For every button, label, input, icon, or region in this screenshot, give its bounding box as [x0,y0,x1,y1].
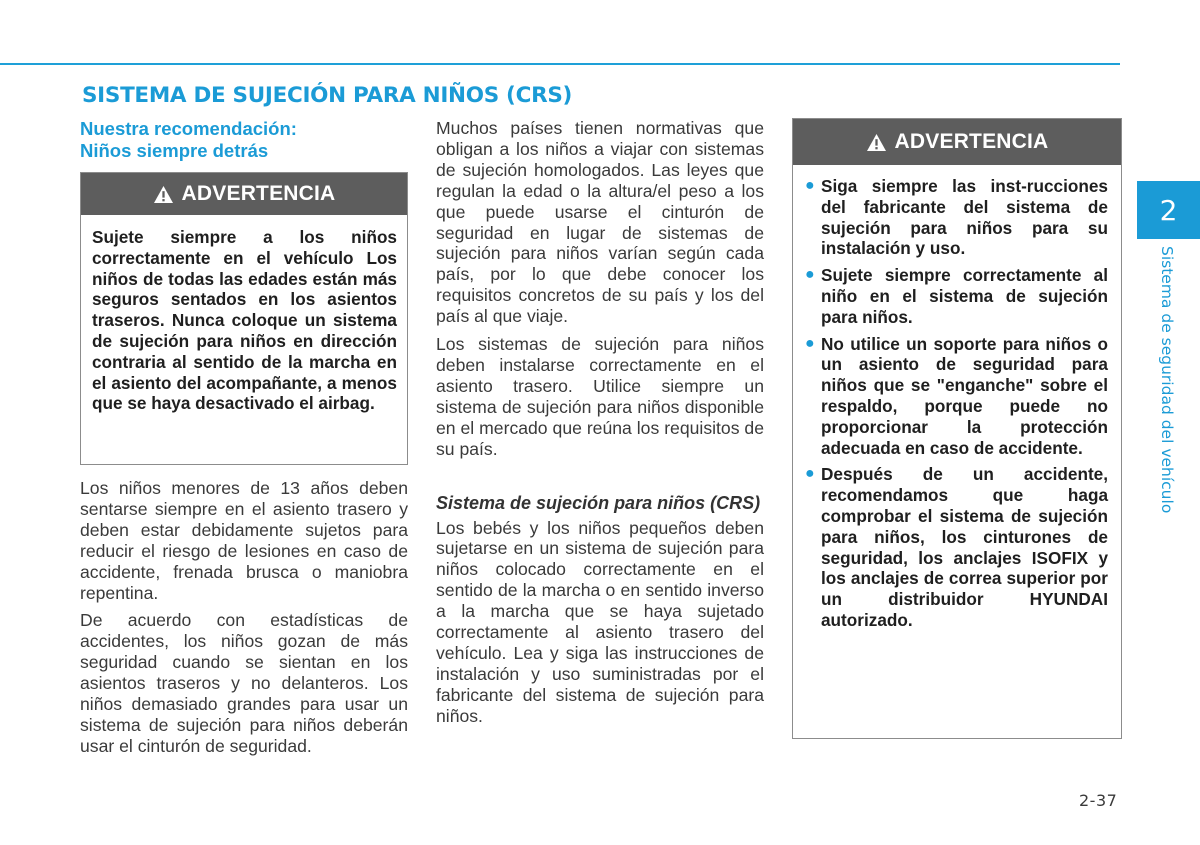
warning-triangle-icon [153,185,174,204]
section-heading-line-2: Niños siempre detrás [80,140,269,161]
column-3 [792,118,1122,739]
paragraph-regulations: Muchos países tienen normativas que obligan a los niños a viajar con sistemas de sujeción homologados. Las leyes que regulan la edad o la altura/el peso a los que puede usarse el cinturón de seguridad en lugar de sistemas de sujeción para niños varían según cada país, por lo que debe conocer los requisitos concretos de su país y los del país al que viaje. [436,118,764,327]
bullet-text: No utilice un soporte para niños o un asiento de seguridad para niños que se "enganche" sobre el respaldo, porque puede no proporcionar la protección adecuada en caso de accidente. [821,333,1108,458]
top-rule [0,63,1120,65]
section-heading-line-1: Nuestra recomendación: [80,118,297,139]
warning-box-1 [80,172,408,465]
page-number: 2-37 [1079,791,1118,810]
paragraph-babies: Los bebés y los niños pequeños deben sujetarse en un sistema de sujeción para niños colocado correctamente en el sentido de la marcha o en sentido inverso a la marcha que se haya sujetado correctamente al asiento trasero del vehículo. Lea y siga las instrucciones de instalación y uso suministradas por el fabricante del sistema de sujeción para niños. [436,517,764,726]
paragraph-statistics: De acuerdo con estadísticas de accidentes, los niños gozan de más seguridad cuando se sientan en los asientos traseros y no delanteros. Los niños demasiado grandes para usar un sistema de sujeción para niños deberán usar el cinturón de seguridad. [80,610,408,756]
bullet-icon: ● [805,177,815,194]
column-2 [436,118,764,727]
warning-triangle-icon [866,133,887,152]
crs-subheading: Sistema de sujeción para niños (CRS) [436,492,761,513]
warning-box-2 [792,118,1122,739]
bullet-icon: ● [805,266,815,284]
column-1 [80,118,408,757]
bullet-text: Siga siempre las inst-rucciones del fabricante del sistema de sujeción para niños para su instalación y uso. [821,176,1108,259]
list-item [805,334,1108,459]
bullet-icon: ● [805,334,815,352]
bullet-icon: ● [805,465,815,483]
warning-bullet-list [793,165,1121,631]
warning-header-1 [81,173,407,215]
page-title: SISTEMA DE SUJECIÓN PARA NIÑOS (CRS) [82,83,573,108]
list-item [805,464,1108,630]
chapter-number: 2 [1159,193,1178,227]
list-item [805,265,1108,327]
warning-label-2: ADVERTENCIA [894,130,1049,153]
paragraph-installation: Los sistemas de sujeción para niños deben instalarse correctamente en el asiento trasero. Utilice siempre un sistema de sujeción para niños disponible en el mercado que reúna los requisitos de su país. [436,334,764,459]
section-heading [80,118,408,162]
warning-label-1: ADVERTENCIA [181,182,336,205]
warning-text-1: Sujete siempre a los niños correctamente en el vehículo Los niños de todas las edades están más seguros sentados en los asientos traseros. Nunca coloque un sistema de sujeción para niños en dirección contraria al sentido de la marcha en el asiento del acompañante, a menos que se haya desactivado el airbag. [92,227,397,414]
list-item [805,176,1108,259]
bullet-text: Sujete siempre correctamente al niño en el sistema de sujeción para niños. [821,265,1108,327]
chapter-title: Sistema de seguridad del vehículo [1158,246,1176,514]
bullet-text: Después de un accidente, recomendamos que haga comprobar el sistema de sujeción para niños, los cinturones de seguridad, los anclajes ISOFIX y los anclajes de correa superior por un distribuidor HYUNDAI autorizado. [821,464,1108,630]
chapter-tab [1137,181,1200,239]
warning-header-2 [793,119,1121,165]
paragraph-under-13: Los niños menores de 13 años deben sentarse siempre en el asiento trasero y deben estar debidamente sujetos para reducir el riesgo de lesiones en caso de accidente, frenada brusca o maniobra repentina. [80,478,408,603]
